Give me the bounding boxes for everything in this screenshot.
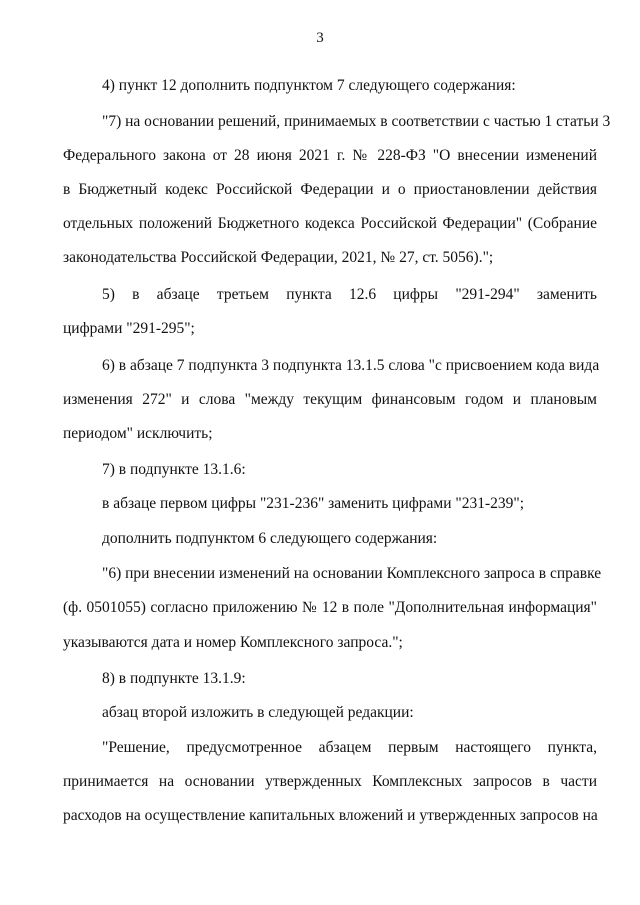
text-line-22: расходов на осуществление капитальных вложений и утвержденных запросов на — [63, 807, 598, 824]
text-line-18: 8) в подпункте 13.1.9: — [102, 670, 246, 687]
text-line-5: отдельных положений Бюджетного кодекса Российской Федерации" (Собрание — [63, 215, 597, 232]
text-line-8: цифрами "291-295"; — [63, 320, 195, 337]
text-line-4: в Бюджетный кодекс Российской Федерации и о приостановлении действия — [63, 181, 597, 198]
text-line-6: законодательства Российской Федерации, 2021, № 27, ст. 5056)."; — [63, 249, 494, 266]
text-line-3: Федерального закона от 28 июня 2021 г. № 228-ФЗ "О внесении изменений — [63, 147, 597, 164]
text-line-14: дополнить подпунктом 6 следующего содержания: — [102, 530, 438, 547]
text-line-21: принимается на основании утвержденных Комплексных запросов в части — [63, 773, 597, 790]
text-line-16: (ф. 0501055) согласно приложению № 12 в поле "Дополнительная информация" — [63, 599, 597, 616]
text-line-17: указываются дата и номер Комплексного запроса."; — [63, 634, 403, 651]
page-number: 3 — [316, 30, 324, 46]
text-line-12: 7) в подпункте 13.1.6: — [102, 461, 246, 478]
text-line-13: в абзаце первом цифры "231-236" заменить цифрами "231-239"; — [102, 495, 525, 512]
text-line-10: изменения 272" и слова "между текущим финансовым годом и плановым — [63, 391, 597, 408]
text-line-9: 6) в абзаце 7 подпункта 3 подпункта 13.1.5 слова "с присвоением кода вида — [102, 357, 600, 374]
text-line-15: "6) при внесении изменений на основании Комплексного запроса в справке — [102, 565, 602, 582]
text-line-19: абзац второй изложить в следующей редакции: — [102, 704, 414, 721]
text-line-2: "7) на основании решений, принимаемых в соответствии с частью 1 статьи 3 — [102, 113, 611, 130]
text-line-1: 4) пункт 12 дополнить подпунктом 7 следующего содержания: — [102, 77, 516, 94]
text-line-7: 5) в абзаце третьем пункта 12.6 цифры "291-294" заменить — [102, 286, 597, 303]
text-line-20: "Решение, предусмотренное абзацем первым настоящего пункта, — [102, 739, 597, 756]
text-line-11: периодом" исключить; — [63, 425, 213, 442]
